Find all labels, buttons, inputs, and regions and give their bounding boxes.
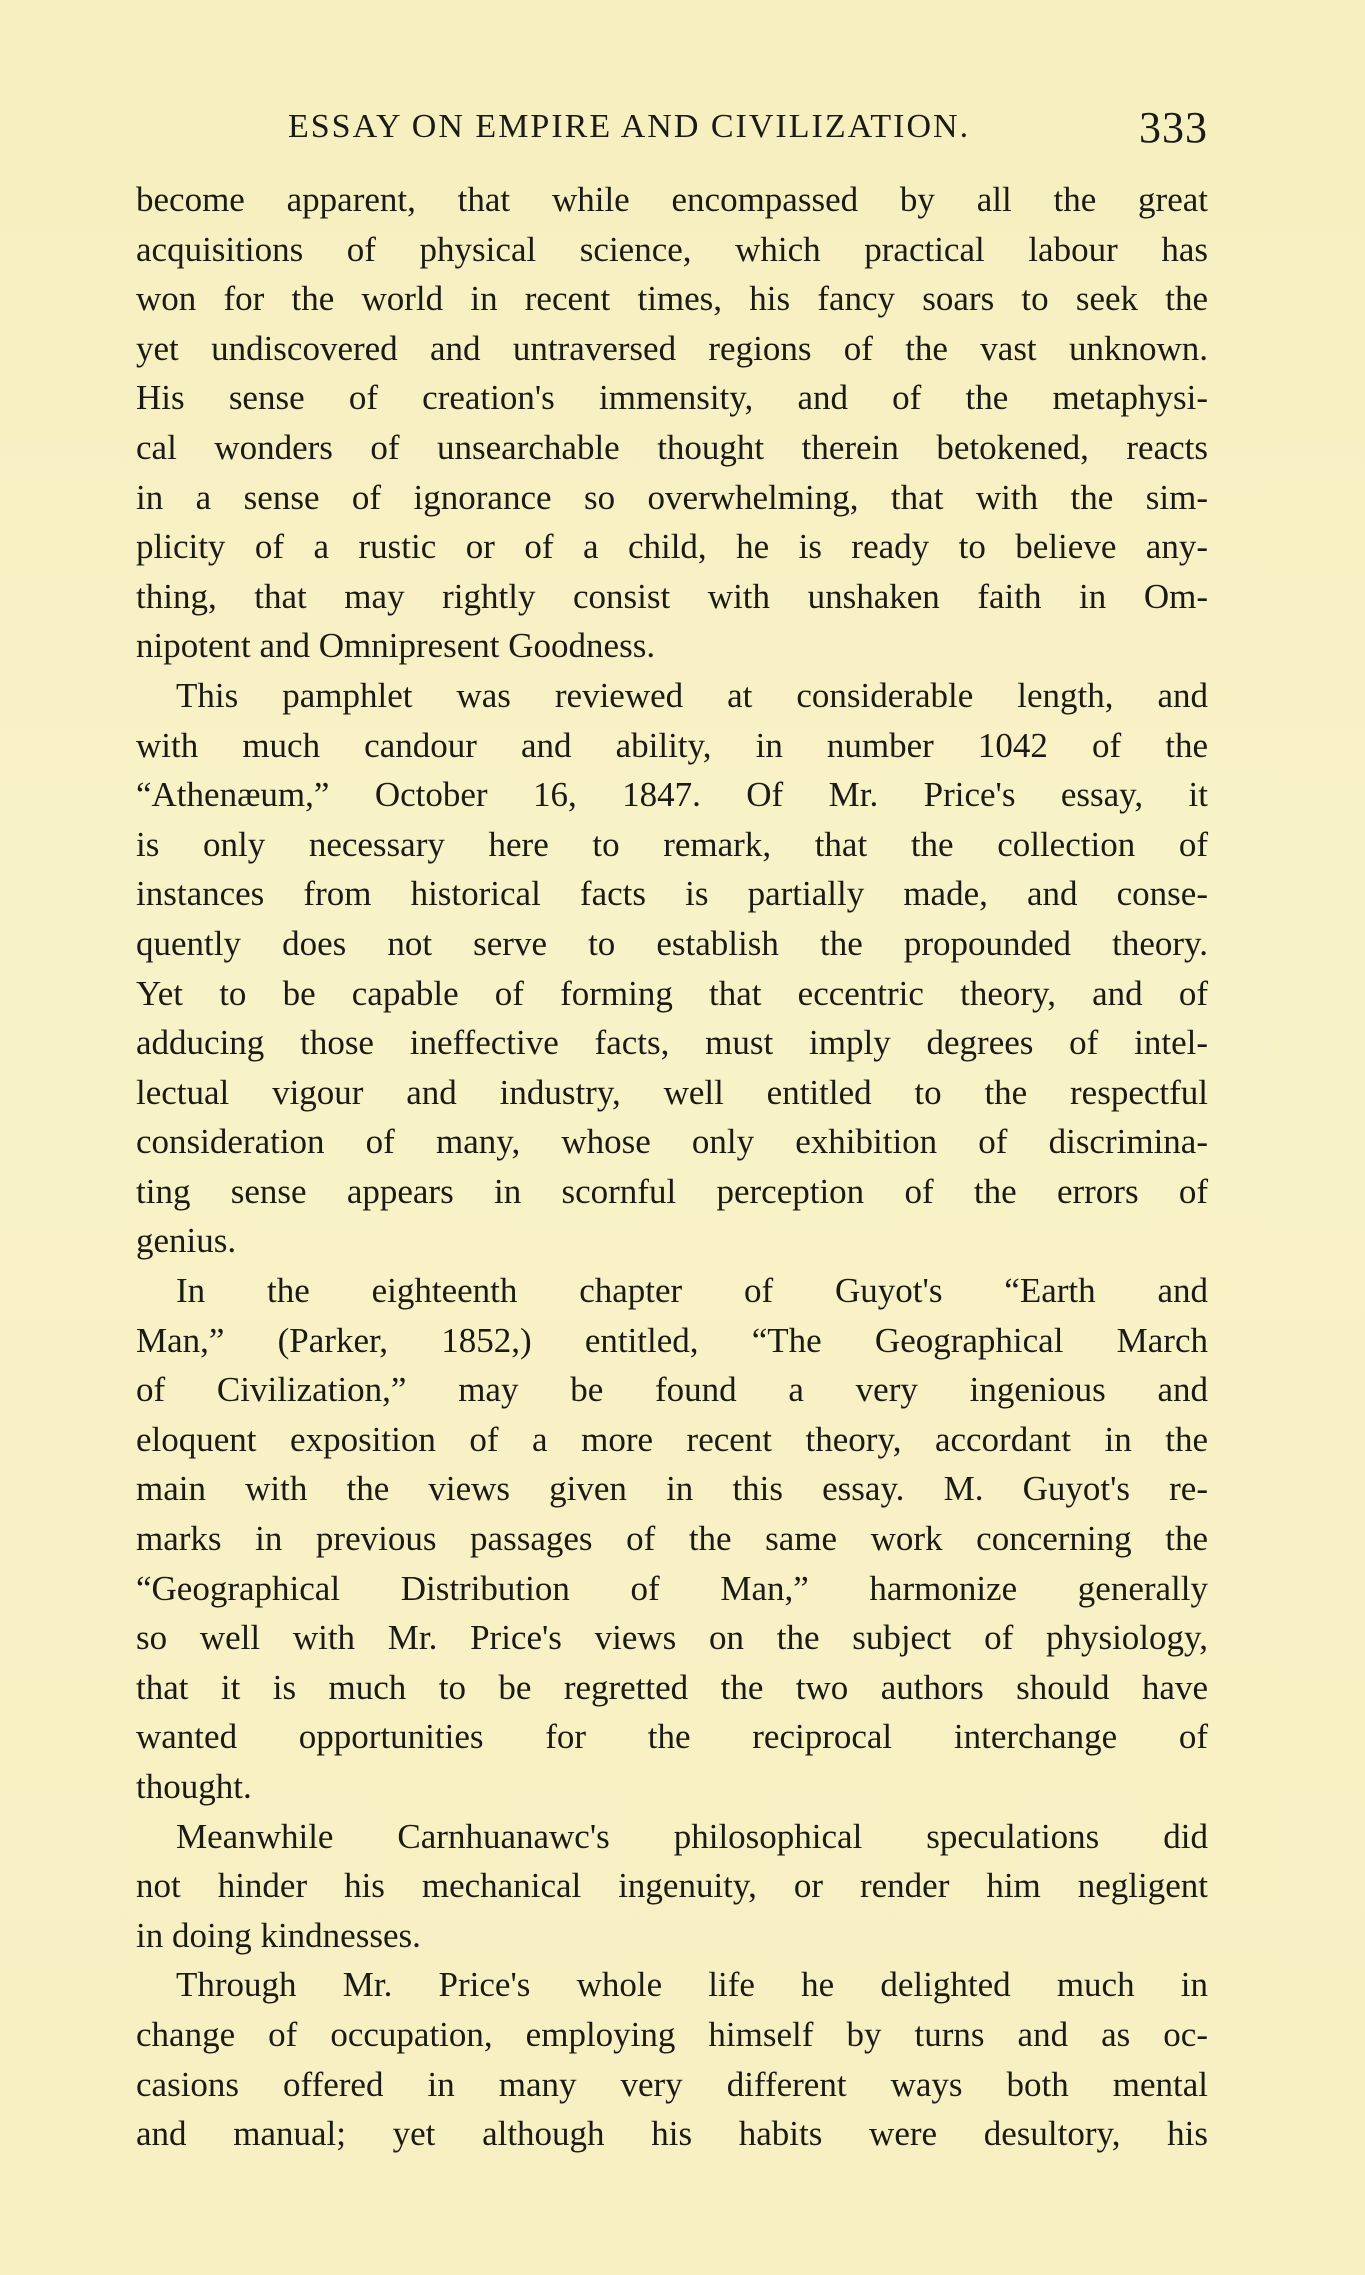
- text-line: won for the world in recent times, his fancy soars to seek the: [136, 279, 1208, 319]
- text-line: in doing kindnesses.: [136, 1915, 421, 1955]
- page-number: 333: [1139, 103, 1208, 152]
- text-line: wanted opportunities for the reciprocal interchange of: [136, 1717, 1208, 1757]
- text-line: thing, that may rightly consist with unshaken faith in Om-: [136, 576, 1208, 616]
- text-line: ting sense appears in scornful perception of the errors of: [136, 1171, 1208, 1211]
- body-text: [136, 175, 1208, 2159]
- text-line: is only necessary here to remark, that the collection of: [136, 824, 1208, 864]
- text-line: so well with Mr. Price's views on the subject of physiology,: [136, 1618, 1208, 1658]
- text-line: eloquent exposition of a more recent theory, accordant in the: [136, 1419, 1208, 1459]
- text-line: lectual vigour and industry, well entitled to the respectful: [136, 1072, 1208, 1112]
- text-line: with much candour and ability, in number 1042 of the: [136, 725, 1208, 765]
- text-line: main with the views given in this essay. M. Guyot's re-: [136, 1469, 1208, 1509]
- text-line: Meanwhile Carnhuanawc's philosophical speculations did: [176, 1816, 1208, 1856]
- text-line: adducing those ineffective facts, must imply degrees of intel-: [136, 1023, 1208, 1063]
- text-line: and manual; yet although his habits were desultory, his: [136, 2114, 1208, 2154]
- text-line: Through Mr. Price's whole life he delighted much in: [176, 1965, 1208, 2005]
- text-line: yet undiscovered and untraversed regions of the vast unknown.: [136, 328, 1208, 368]
- text-line: nipotent and Omnipresent Goodness.: [136, 626, 656, 666]
- text-line: not hinder his mechanical ingenuity, or render him negligent: [136, 1866, 1208, 1906]
- text-line: change of occupation, employing himself by turns and as oc-: [136, 2014, 1208, 2054]
- text-line: casions offered in many very different ways both mental: [136, 2064, 1208, 2104]
- text-line: of Civilization,” may be found a very ingenious and: [136, 1370, 1208, 1410]
- running-header: [288, 103, 1208, 158]
- running-title: ESSAY ON EMPIRE AND CIVILIZATION.: [288, 108, 971, 145]
- text-line: become apparent, that while encompassed by all the great: [136, 180, 1208, 219]
- text-line: plicity of a rustic or of a child, he is ready to believe any-: [136, 527, 1208, 567]
- text-line: This pamphlet was reviewed at considerable length, and: [176, 675, 1208, 715]
- text-line: Yet to be capable of forming that eccentric theory, and of: [136, 973, 1208, 1013]
- text-line: In the eighteenth chapter of Guyot's “Earth and: [176, 1271, 1208, 1311]
- text-line: in a sense of ignorance so overwhelming, that with the sim-: [136, 477, 1208, 517]
- text-line: quently does not serve to establish the propounded theory.: [136, 923, 1208, 963]
- text-line: that it is much to be regretted the two authors should have: [136, 1667, 1208, 1707]
- text-line: genius.: [136, 1221, 237, 1261]
- text-line: instances from historical facts is partially made, and conse-: [136, 874, 1208, 914]
- text-line: Man,” (Parker, 1852,) entitled, “The Geographical March: [136, 1320, 1208, 1360]
- text-line: marks in previous passages of the same work concerning the: [136, 1519, 1208, 1559]
- text-line: thought.: [136, 1767, 252, 1806]
- text-line: consideration of many, whose only exhibition of discrimina-: [136, 1122, 1208, 1162]
- text-line: “Geographical Distribution of Man,” harmonize generally: [136, 1568, 1208, 1608]
- text-line: His sense of creation's immensity, and of the metaphysi-: [136, 378, 1208, 418]
- text-line: cal wonders of unsearchable thought therein betokened, reacts: [136, 427, 1208, 467]
- text-line: acquisitions of physical science, which practical labour has: [136, 229, 1208, 269]
- text-line: “Athenæum,” October 16, 1847. Of Mr. Price's essay, it: [136, 775, 1208, 815]
